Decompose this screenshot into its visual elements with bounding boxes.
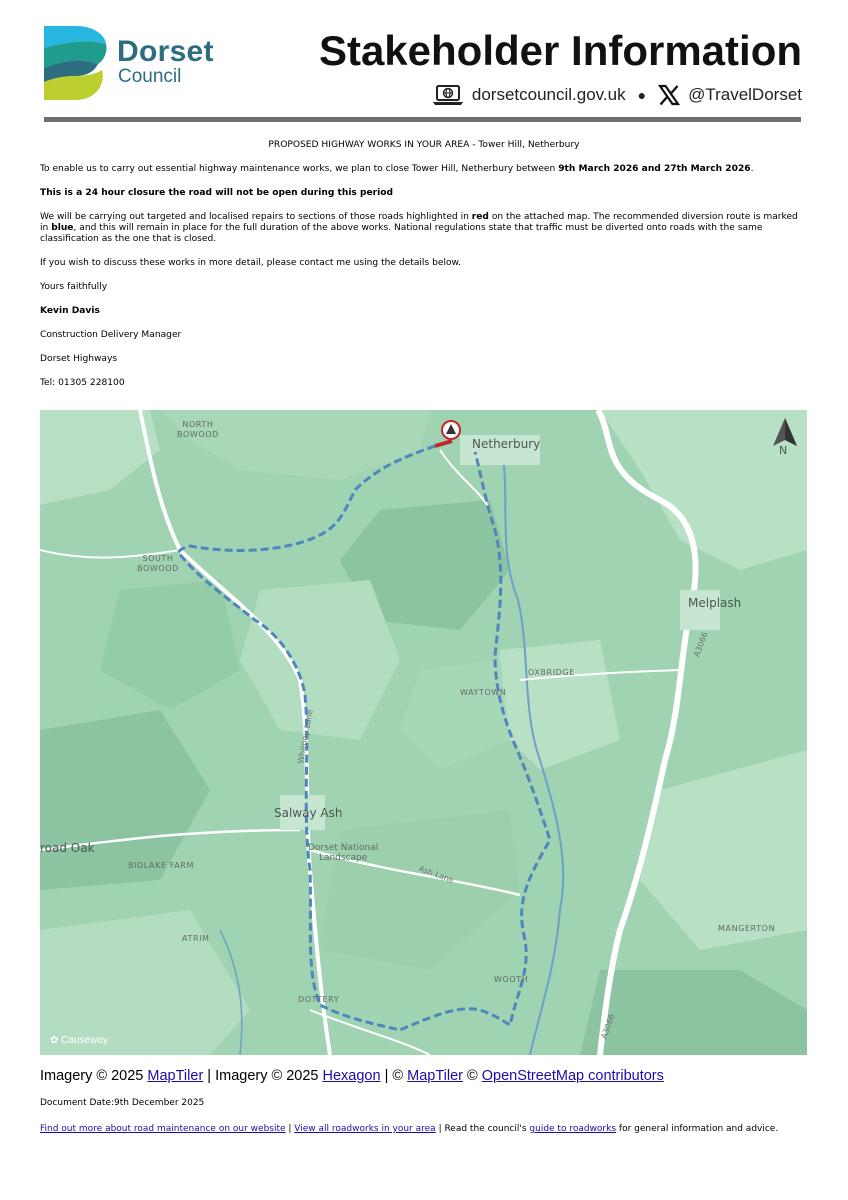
road-maintenance-link[interactable]: Find out more about road maintenance on our website [40, 1124, 286, 1134]
map-label-broad-oak: road Oak [40, 841, 95, 855]
map-label-ash-lane: Ash Lane [417, 864, 456, 885]
document-date: Document Date:9th December 2025 [40, 1098, 205, 1108]
maptiler-link-2[interactable]: MapTiler [407, 1068, 463, 1084]
details-blue-word: blue [51, 223, 74, 233]
closure-dates: 9th March 2026 and 27th March 2026 [558, 164, 751, 174]
contact-invite: If you wish to discuss these works in more detail, please contact me using the details below. [40, 258, 462, 268]
map-label-melplash: Melplash [688, 596, 742, 610]
hexagon-link[interactable]: Hexagon [322, 1068, 381, 1084]
map-label-a3066-bottom: A3066 [599, 1012, 617, 1041]
header-contact-bar [432, 81, 802, 109]
compass-north-icon: N [779, 444, 788, 457]
details-text-2: on the attached map. The recommended diversion route is marked in [40, 212, 798, 233]
details-paragraph [40, 212, 808, 245]
openstreetmap-link[interactable]: OpenStreetMap contributors [481, 1068, 664, 1084]
page-title: Stakeholder Information [318, 27, 802, 74]
website-text: dorsetcouncil.gov.uk [471, 85, 626, 104]
intro-text-pre: To enable us to carry out essential highway maintenance works, we plan to close Tower Hill, Netherbury between [40, 164, 559, 174]
maptiler-link-1[interactable]: MapTiler [147, 1068, 204, 1084]
x-logo-icon [658, 84, 680, 106]
map-label-salway-ash: Salway Ash [274, 806, 343, 820]
signatory-role: Construction Delivery Manager [40, 330, 182, 340]
details-red-word: red [471, 212, 489, 222]
map-label-bidlake-farm: BIDLAKE FARM [128, 861, 194, 870]
closure-notice: This is a 24 hour closure the road will not be open during this period [40, 188, 394, 198]
causeway-flower-icon: ✿ [50, 1035, 59, 1046]
map-label-south-bowood: SOUTH BOWOOD [137, 554, 179, 573]
map-label-waytown: WAYTOWN [460, 688, 507, 697]
map-label-wooth: WOOTH [494, 975, 529, 984]
diversion-map[interactable] [40, 410, 807, 1055]
intro-text-post: . [750, 164, 754, 174]
view-roadworks-link[interactable]: View all roadworks in your area [294, 1124, 436, 1134]
map-attribution: Imagery © 2025 MapTiler | Imagery © 2025 Hexagon | © MapTiler © OpenStreetMap contributors [40, 1068, 664, 1084]
signatory-organisation: Dorset Highways [40, 354, 118, 364]
logo-text-dorset: Dorset [117, 35, 214, 68]
separator-dot: ● [637, 87, 647, 103]
map-label-atrim: ATRIM [182, 934, 210, 943]
signoff: Yours faithfully [40, 282, 108, 292]
footer-links: Find out more about road maintenance on our website | View all roadworks in your area | Read the council's guide to roadworks for general information and advice. [40, 1124, 779, 1134]
causeway-logo: ✿ Causeway [50, 1035, 108, 1046]
dorset-council-logo-mark-icon [42, 24, 112, 102]
letter-body [40, 140, 808, 402]
signatory-phone: Tel: 01305 228100 [40, 378, 125, 388]
map-label-whitney-lane: Whitney Lane [296, 708, 315, 765]
map-label-dorset-national-landscape: Dorset National Landscape [308, 843, 379, 863]
guide-to-roadworks-link[interactable]: guide to roadworks [529, 1124, 617, 1134]
social-handle: @TravelDorset [688, 85, 802, 104]
letter-subject: PROPOSED HIGHWAY WORKS IN YOUR AREA - Tower Hill, Netherbury [268, 140, 580, 150]
map-label-oxbridge: OXBRIDGE [528, 668, 575, 677]
dorset-council-logo [42, 24, 232, 104]
laptop-globe-icon [432, 84, 464, 106]
map-label-dottery: DOTTERY [298, 995, 340, 1004]
intro-paragraph [40, 164, 808, 175]
map-label-north-bowood: NORTH BOWOOD [177, 420, 219, 439]
details-text-3: , and this will remain in place for the full duration of the above works. National regulations state that traffic must be diverted onto roads with the same classification as the one that is closed. [40, 223, 763, 244]
logo-text-council: Council [118, 66, 182, 87]
map-graphic [40, 410, 807, 1055]
map-label-mangerton: MANGERTON [718, 924, 776, 933]
map-label-netherbury: Netherbury [472, 437, 541, 451]
map-label-a3066-top: A3066 [692, 630, 710, 659]
signatory-name: Kevin Davis [40, 306, 100, 316]
header-divider [44, 117, 801, 122]
details-text-1: We will be carrying out targeted and localised repairs to sections of those roads highlighted in [40, 212, 472, 222]
